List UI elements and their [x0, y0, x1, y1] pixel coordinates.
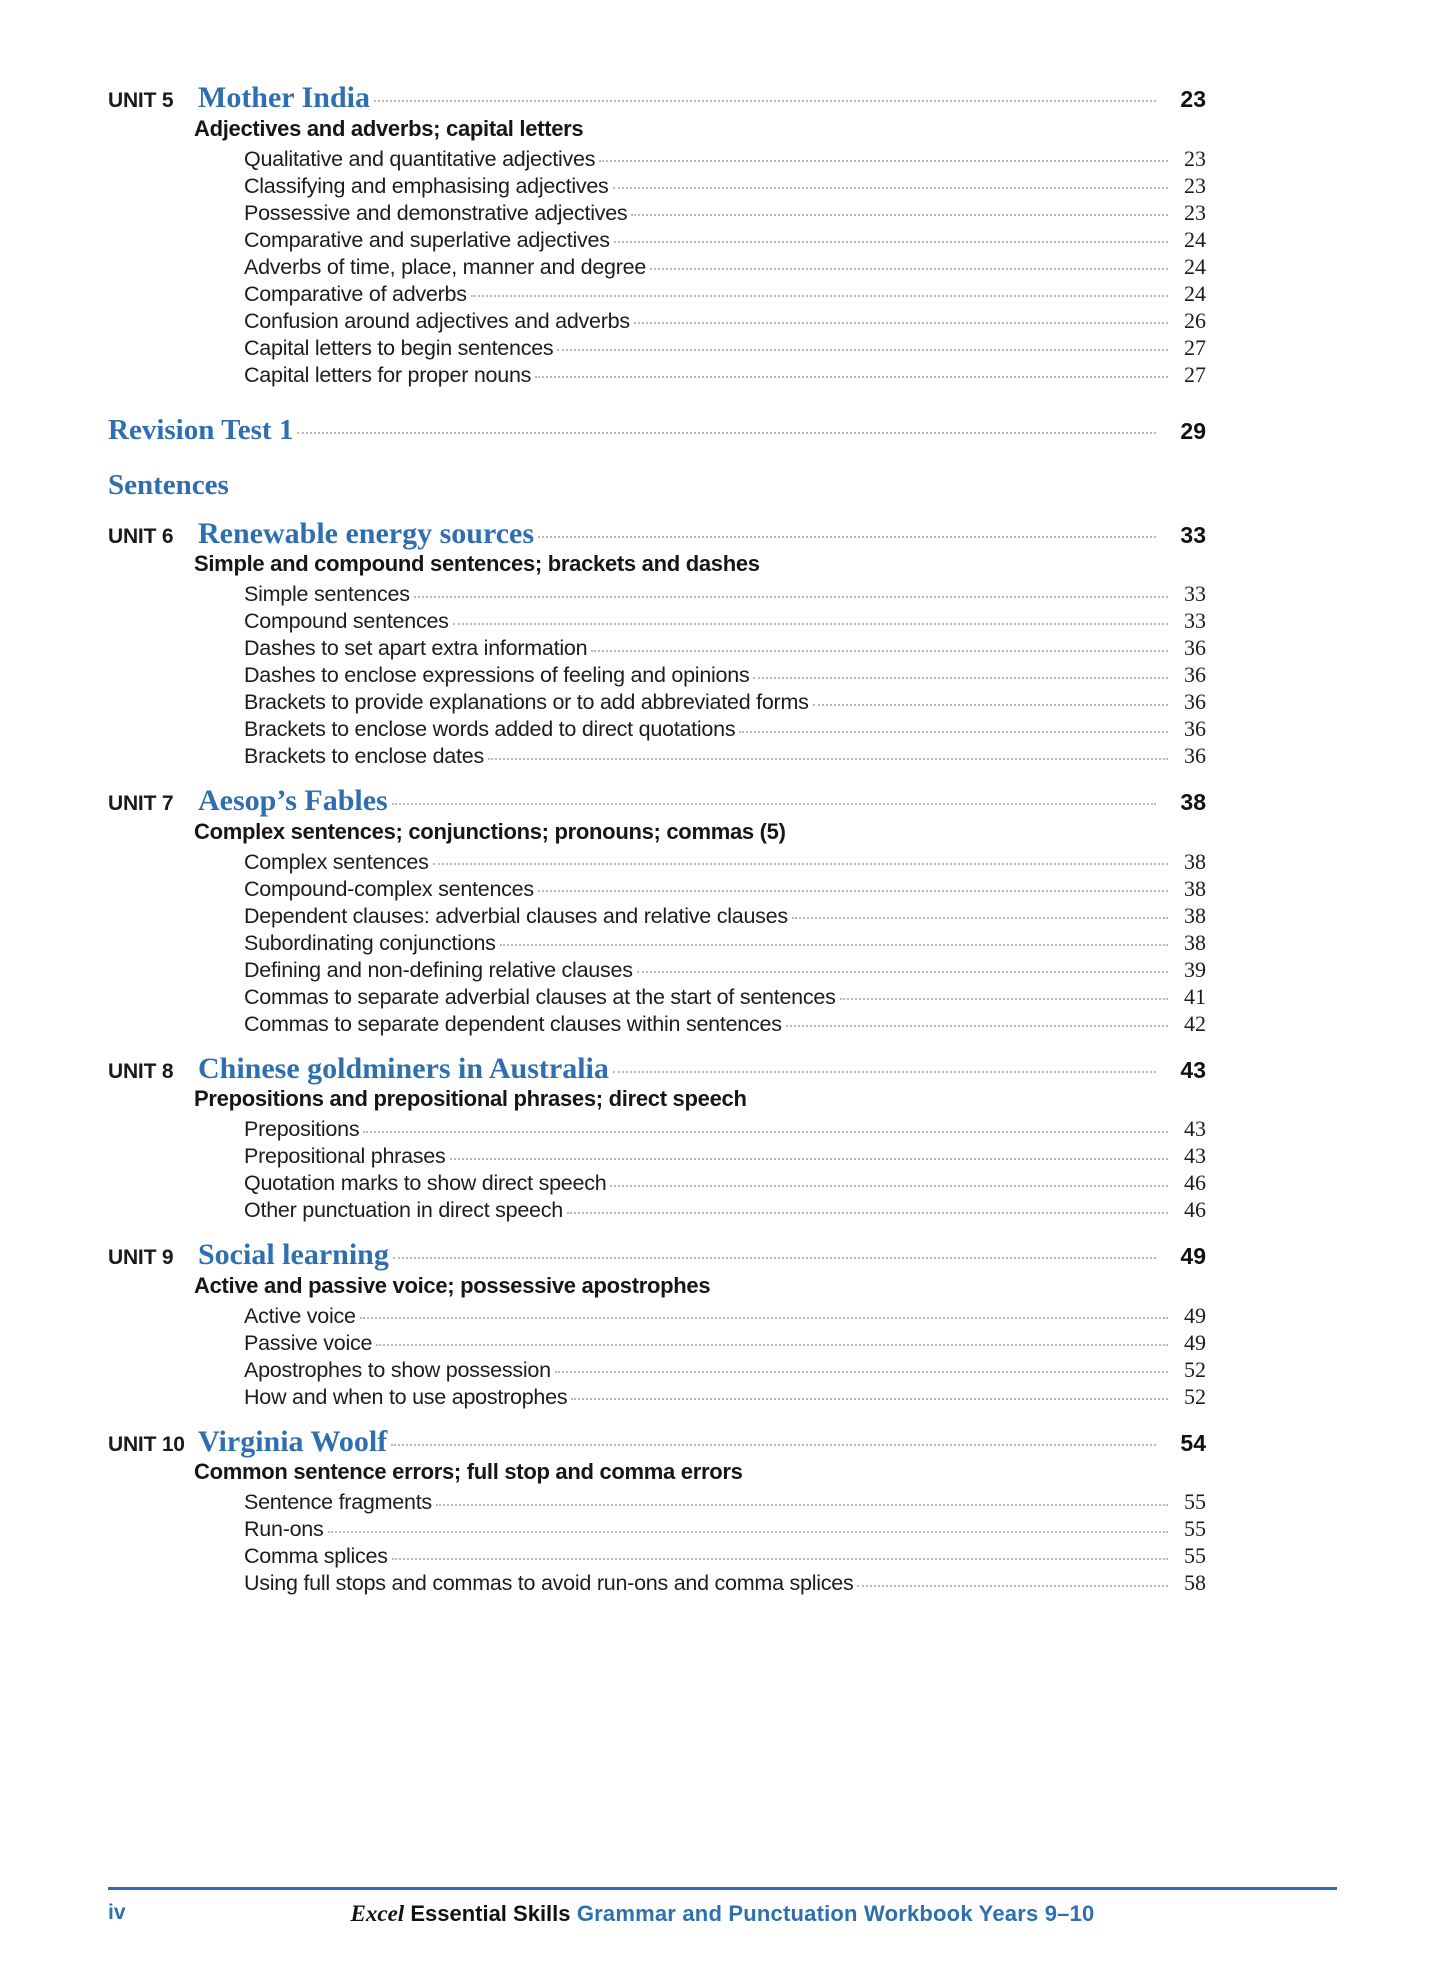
- toc-entry-title[interactable]: Comma splices: [244, 1544, 388, 1568]
- toc-entry-page-number: 38: [1184, 875, 1206, 901]
- toc-entry-page-number: 58: [1184, 1570, 1206, 1595]
- folio-number: iv: [108, 1901, 126, 1924]
- toc-entry-page-number: 49: [1184, 1302, 1206, 1328]
- unit-page-number: 54: [1180, 1429, 1206, 1456]
- dot-leader: [613, 1060, 1156, 1078]
- toc-entry-row[interactable]: [244, 1357, 1206, 1383]
- toc-entry-row[interactable]: [244, 930, 1206, 956]
- toc-entry-row[interactable]: [244, 984, 1206, 1010]
- toc-entry-row[interactable]: [244, 227, 1206, 253]
- unit-heading-row[interactable]: [108, 1239, 1206, 1271]
- dot-leader: [453, 612, 1168, 628]
- toc-entry-title[interactable]: Confusion around adjectives and adverbs: [244, 308, 630, 333]
- toc-entry-page-number: 27: [1184, 361, 1206, 387]
- toc-entry-page-number: 26: [1184, 307, 1206, 333]
- unit-subheading: Simple and compound sentences; brackets and dashes: [194, 551, 760, 576]
- toc-entry-title[interactable]: Qualitative and quantitative adjectives: [244, 146, 596, 171]
- toc-entry-page-number: 52: [1184, 1383, 1206, 1409]
- toc-entry-page-number: 49: [1184, 1329, 1206, 1355]
- toc-entry-row[interactable]: [244, 146, 1206, 172]
- toc-entry-page-number: 27: [1184, 334, 1206, 360]
- dot-leader: [650, 258, 1168, 274]
- toc-entry-title[interactable]: Comparative of adverbs: [244, 281, 467, 306]
- unit-heading-row[interactable]: [108, 1426, 1206, 1458]
- dot-leader: [631, 204, 1168, 220]
- toc-entry-row[interactable]: [244, 849, 1206, 875]
- dot-leader: [634, 312, 1168, 328]
- unit-heading-row[interactable]: [108, 785, 1206, 817]
- dot-leader: [392, 1547, 1168, 1563]
- toc-entry-title[interactable]: Using full stops and commas to avoid run-ons and comma splices: [244, 1571, 854, 1595]
- unit-page-number: 49: [1180, 1243, 1206, 1269]
- toc-entry-title[interactable]: Compound sentences: [244, 609, 449, 633]
- toc-entry-title[interactable]: Active voice: [244, 1303, 356, 1328]
- dot-leader: [857, 1574, 1168, 1590]
- dot-leader: [571, 1388, 1168, 1404]
- toc-entry-title[interactable]: Prepositions: [244, 1117, 360, 1141]
- dot-leader: [488, 747, 1168, 763]
- toc-entry-page-number: 55: [1184, 1489, 1206, 1514]
- toc-entry-title[interactable]: Dependent clauses: adverbial clauses and relative clauses: [244, 903, 788, 928]
- revision-test-page-number: 29: [1180, 417, 1206, 444]
- toc-entry-page-number: 36: [1184, 743, 1206, 768]
- toc-entry-row[interactable]: [244, 281, 1206, 307]
- dot-leader: [450, 1147, 1168, 1163]
- toc-entry-title[interactable]: Compound-complex sentences: [244, 876, 534, 901]
- unit-title[interactable]: Social learning: [198, 1238, 389, 1271]
- toc-entry-title[interactable]: Apostrophes to show possession: [244, 1357, 551, 1382]
- toc-entry-title[interactable]: Defining and non-defining relative clauses: [244, 957, 633, 982]
- toc-entry-row[interactable]: [244, 1011, 1206, 1037]
- toc-entry-page-number: 52: [1184, 1356, 1206, 1382]
- toc-entry-title[interactable]: Capital letters to begin sentences: [244, 335, 554, 360]
- toc-entry-page-number: 24: [1184, 280, 1206, 306]
- toc-entry-page-number: 43: [1184, 1143, 1206, 1168]
- dot-leader: [535, 366, 1168, 382]
- toc-entry-row[interactable]: [244, 1197, 1206, 1223]
- toc-entry-page-number: 23: [1184, 145, 1206, 171]
- toc-entry-title[interactable]: Adverbs of time, place, manner and degree: [244, 254, 647, 279]
- dot-leader: [374, 89, 1156, 107]
- toc-entry-page-number: 24: [1184, 226, 1206, 252]
- dot-leader: [567, 1201, 1168, 1217]
- toc-entry-title[interactable]: Subordinating conjunctions: [244, 930, 496, 955]
- revision-test-row[interactable]: [108, 414, 1206, 447]
- unit-subheading: Prepositions and prepositional phrases; direct speech: [194, 1086, 747, 1111]
- toc-entry-page-number: 23: [1184, 199, 1206, 225]
- unit-title[interactable]: Aesop’s Fables: [198, 784, 388, 817]
- unit-page-number: 23: [1180, 86, 1206, 112]
- brand-essential-skills-text: Essential Skills: [410, 1901, 571, 1926]
- toc-entry-title[interactable]: Dashes to enclose expressions of feeling and opinions: [244, 663, 750, 687]
- toc-entry-row[interactable]: [244, 254, 1206, 280]
- page-footer: [108, 1887, 1337, 1925]
- toc-entry-row[interactable]: [244, 200, 1206, 226]
- unit-title[interactable]: Chinese goldminers in Australia: [198, 1051, 609, 1085]
- unit-number-label: UNIT 10: [108, 1432, 185, 1456]
- toc-entry-row[interactable]: [244, 743, 1206, 769]
- toc-entry-title[interactable]: Passive voice: [244, 1330, 373, 1355]
- footer-book-title: Grammar and Punctuation Workbook Years 9–10: [576, 1901, 1095, 1926]
- toc-entry-title[interactable]: Commas to separate adverbial clauses at the start of sentences: [244, 984, 836, 1009]
- toc-entry-title[interactable]: Simple sentences: [244, 582, 410, 606]
- unit-page-number: 33: [1180, 521, 1206, 548]
- toc-entry-row[interactable]: [244, 362, 1206, 388]
- toc-entry-title[interactable]: How and when to use apostrophes: [244, 1384, 568, 1409]
- unit-heading-row[interactable]: [108, 1053, 1206, 1085]
- dot-leader: [297, 421, 1156, 439]
- toc-entry-row[interactable]: [244, 1303, 1206, 1329]
- unit-subheading: Adjectives and adverbs; capital letters: [194, 115, 584, 141]
- dot-leader: [392, 792, 1156, 810]
- dot-leader: [538, 880, 1168, 896]
- dot-leader: [786, 1015, 1168, 1031]
- toc-entry-page-number: 43: [1184, 1116, 1206, 1141]
- toc-entry-page-number: 38: [1184, 848, 1206, 874]
- dot-leader: [555, 1361, 1168, 1377]
- unit-title[interactable]: Virginia Woolf: [198, 1424, 388, 1458]
- unit-page-number: 38: [1180, 789, 1206, 815]
- toc-entry-row[interactable]: [244, 716, 1206, 742]
- unit-number-label: UNIT 7: [108, 792, 174, 815]
- dot-leader: [610, 1174, 1168, 1190]
- unit-number-label: UNIT 8: [108, 1059, 174, 1083]
- toc-entry-title[interactable]: Commas to separate dependent clauses within sentences: [244, 1011, 782, 1036]
- toc-entry-title[interactable]: Complex sentences: [244, 849, 429, 874]
- toc-entry-row[interactable]: [244, 1170, 1206, 1196]
- dot-leader: [500, 934, 1168, 950]
- toc-entry-title[interactable]: Sentence fragments: [244, 1490, 432, 1514]
- dot-leader: [433, 853, 1168, 869]
- toc-entry-row[interactable]: [244, 581, 1206, 607]
- toc-entry-page-number: 38: [1184, 929, 1206, 955]
- toc-entry-row[interactable]: [244, 308, 1206, 334]
- toc-entry-row[interactable]: [244, 876, 1206, 902]
- toc-entry-page-number: 23: [1184, 172, 1206, 198]
- toc-entry-title[interactable]: Other punctuation in direct speech: [244, 1198, 563, 1222]
- dot-leader: [792, 907, 1168, 923]
- toc-entry-row[interactable]: [244, 957, 1206, 983]
- dot-leader: [471, 285, 1168, 301]
- toc-entry-page-number: 36: [1184, 662, 1206, 687]
- dot-leader: [376, 1334, 1168, 1350]
- toc-entry-page-number: 36: [1184, 689, 1206, 714]
- dot-leader: [538, 525, 1156, 543]
- toc-entry-title[interactable]: Possessive and demonstrative adjectives: [244, 200, 628, 225]
- toc-entry-row[interactable]: [244, 1516, 1206, 1542]
- toc-entry-row[interactable]: [244, 1543, 1206, 1569]
- toc-entry-row[interactable]: [244, 1116, 1206, 1142]
- toc-entry-title[interactable]: Brackets to enclose dates: [244, 744, 484, 768]
- dot-leader: [360, 1307, 1168, 1323]
- unit-page-number: 43: [1180, 1056, 1206, 1083]
- toc-entry-page-number: 46: [1184, 1197, 1206, 1222]
- toc-entry-row[interactable]: [244, 1330, 1206, 1356]
- table-of-contents: [108, 82, 1206, 1596]
- unit-heading-row[interactable]: [108, 82, 1206, 114]
- toc-entry-title[interactable]: Run-ons: [244, 1517, 324, 1541]
- toc-entry-title[interactable]: Classifying and emphasising adjectives: [244, 173, 609, 198]
- toc-entry-row[interactable]: [244, 662, 1206, 688]
- unit-title[interactable]: Mother India: [198, 81, 370, 114]
- dot-leader: [591, 639, 1168, 655]
- dot-leader: [813, 693, 1168, 709]
- toc-entry-title[interactable]: Capital letters for proper nouns: [244, 362, 532, 387]
- toc-entry-page-number: 55: [1184, 1543, 1206, 1568]
- unit-subheading: Common sentence errors; full stop and comma errors: [194, 1459, 743, 1484]
- unit-number-label: UNIT 6: [108, 524, 174, 548]
- dot-leader: [436, 1493, 1168, 1509]
- dot-leader: [557, 339, 1168, 355]
- toc-entry-row[interactable]: [244, 1143, 1206, 1169]
- unit-subheading: Active and passive voice; possessive apostrophes: [194, 1272, 711, 1298]
- dot-leader: [753, 666, 1168, 682]
- toc-entry-page-number: 55: [1184, 1516, 1206, 1541]
- footer-brand-line: [108, 1901, 1337, 1927]
- toc-entry-row[interactable]: [244, 173, 1206, 199]
- dot-leader: [637, 961, 1168, 977]
- toc-entry-page-number: 39: [1184, 956, 1206, 982]
- unit-heading-row[interactable]: [108, 518, 1206, 550]
- footer-rule: [108, 1887, 1337, 1890]
- dot-leader: [393, 1246, 1156, 1264]
- toc-entry-row[interactable]: [244, 608, 1206, 634]
- dot-leader: [614, 231, 1168, 247]
- unit-number-label: UNIT 5: [108, 89, 174, 112]
- dot-leader: [840, 988, 1168, 1004]
- dot-leader: [599, 150, 1168, 166]
- toc-entry-title[interactable]: Prepositional phrases: [244, 1144, 446, 1168]
- toc-entry-page-number: 24: [1184, 253, 1206, 279]
- toc-entry-page-number: 42: [1184, 1010, 1206, 1036]
- toc-entry-title[interactable]: Brackets to provide explanations or to add abbreviated forms: [244, 690, 809, 714]
- toc-entry-row[interactable]: [244, 903, 1206, 929]
- toc-entry-page-number: 36: [1184, 716, 1206, 741]
- dot-leader: [328, 1520, 1168, 1536]
- section-heading: Sentences: [108, 468, 229, 501]
- unit-subheading: Complex sentences; conjunctions; pronouns; commas (5): [194, 818, 786, 844]
- toc-entry-page-number: 46: [1184, 1170, 1206, 1195]
- revision-test-title[interactable]: Revision Test 1: [108, 413, 294, 446]
- dot-leader: [739, 720, 1168, 736]
- toc-entry-page-number: 38: [1184, 902, 1206, 928]
- unit-number-label: UNIT 9: [108, 1246, 174, 1269]
- brand-excel: Excel: [350, 1901, 405, 1926]
- toc-entry-row[interactable]: [244, 635, 1206, 661]
- toc-entry-title[interactable]: Comparative and superlative adjectives: [244, 227, 610, 252]
- dot-leader: [613, 177, 1168, 193]
- toc-entry-row[interactable]: [244, 1384, 1206, 1410]
- toc-entry-row[interactable]: [244, 335, 1206, 361]
- toc-entry-row[interactable]: [244, 1570, 1206, 1596]
- dot-leader: [363, 1120, 1168, 1136]
- toc-entry-page-number: 33: [1184, 581, 1206, 606]
- toc-entry-page-number: 33: [1184, 608, 1206, 633]
- toc-entry-page-number: 41: [1184, 983, 1206, 1009]
- dot-leader: [414, 585, 1168, 601]
- toc-entry-row[interactable]: [244, 689, 1206, 715]
- toc-entry-page-number: 36: [1184, 635, 1206, 660]
- toc-entry-title[interactable]: Brackets to enclose words added to direct quotations: [244, 717, 736, 741]
- toc-entry-title[interactable]: Dashes to set apart extra information: [244, 636, 588, 660]
- unit-title[interactable]: Renewable energy sources: [198, 516, 535, 550]
- footer-content: [108, 1901, 1337, 1925]
- toc-entry-row[interactable]: [244, 1489, 1206, 1515]
- toc-entry-title[interactable]: Quotation marks to show direct speech: [244, 1171, 607, 1195]
- dot-leader: [391, 1433, 1156, 1451]
